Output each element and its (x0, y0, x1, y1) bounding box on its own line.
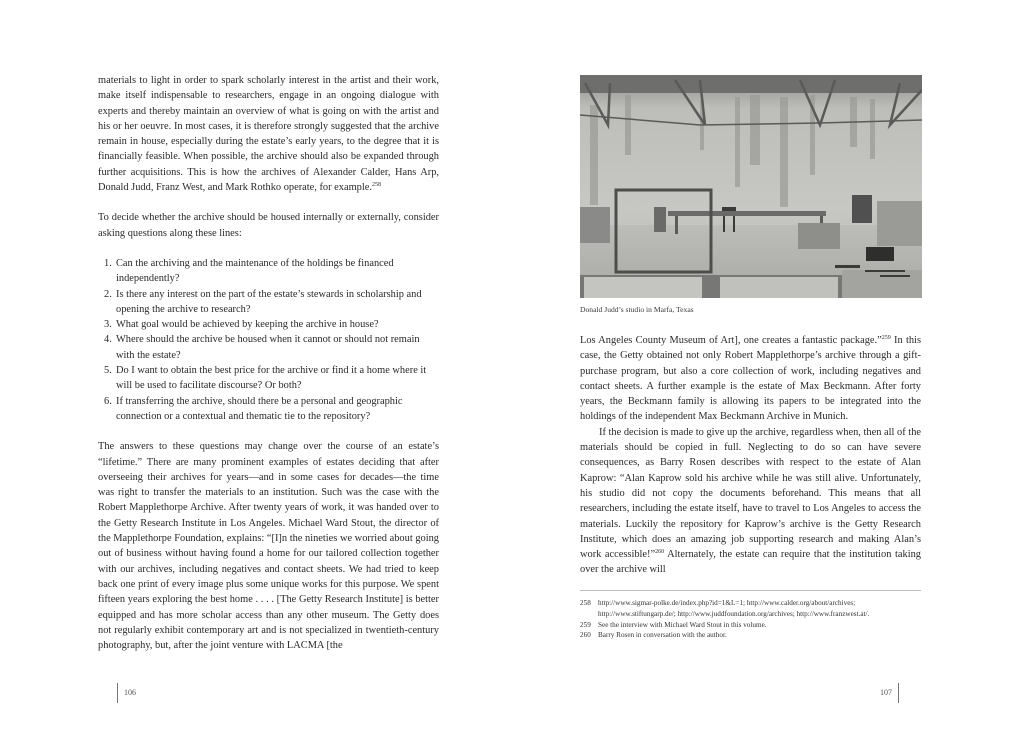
question-list (98, 256, 439, 424)
footnote-ref[interactable]: 258 (371, 182, 381, 189)
footnote (580, 630, 921, 641)
list-text: Can the archiving and the maintenance of the holdings be financed independently? (116, 257, 394, 285)
footnote (580, 598, 921, 620)
list-text: Where should the archive be housed when it cannot or should not remain with the estate? (116, 334, 420, 361)
footnote-ref[interactable]: 260 (655, 549, 665, 556)
footnotes (580, 598, 921, 641)
list-number: 2. (104, 288, 112, 300)
paragraph-text: If the decision is made to give up the archive, regardless when, then all of the materials should be copied in full. Neglecting to do so can have severe consequences, as Barry Rosen describes with respect to the estate of Alan Kaprow: “Alan Kaprow sold his archive while he was still alive. Unfortunately, his studio did not copy the documents beforehand. This means that all researchers, including the estate itself, have to travel to Los Angeles to access the materials. Luckily the repository for Kaprow’s archive is the Getty Research Institute, which does an amazing job supporting research and making Alan’s work accessible!” (580, 426, 921, 561)
body-paragraph: The answers to these questions may change over the course of an estate’s “lifetime.” There are many prominent examples of estates deciding that after overseeing their archives for years—and in some cases for decades—the time was right to transfer the materials to an institution. Such was the case with the Robert Mapplethorpe Archive. After twenty years of work, it was handed over to the Getty Research Institute in Los Angeles. Michael Ward Stout, the director of the Mapplethorpe Foundation, explains: “[I]n the nineties we worried about going out of business without having found a home for our tailored collection together with our archives, including negatives and contact sheets. We had tried to keep back one print of every image plus some unique works for this purpose. We spent fifteen years exploring the best home . . . . [The Getty Research Institute] is better equipped and has more scholar access than any other museum. The Getty does not regularly exhibit contemporary art and is not specialized in twentieth-century photography, but, after the joint venture with LACMA [the (98, 441, 439, 652)
list-number: 3. (104, 319, 112, 331)
list-item (98, 287, 439, 318)
footnote-ref[interactable]: 259 (881, 335, 891, 341)
left-text-column (98, 73, 439, 653)
studio-photo (580, 75, 922, 298)
body-paragraph: To decide whether the archive should be housed internally or externally, consider asking questions along these lines: (98, 212, 439, 239)
right-page (510, 0, 1020, 742)
footnote-text: Barry Rosen in conversation with the author. (598, 631, 727, 640)
list-item (98, 363, 439, 394)
paragraph-text: materials to light in order to spark scholarly interest in the artist and their work, make itself indispensable to researchers, engage in an ongoing dialogue with experts and thereby maintain an overview of what is going on with the artist and his or her oeuvre. In most cases, it is therefore strongly suggested that the archive remain in house, especially during the estate’s early years, to the degree that it is financially feasible. When possible, the archive should also be expanded through further acquisitions. This is how the archives of Alexander Calder, Hans Arp, Donald Judd, Franz West, and Mark Rothko operate, for example. (98, 75, 439, 194)
list-text: If transferring the archive, should there be a personal and geographic connection or a contextual and thematic tie to the repository? (116, 395, 403, 422)
list-number: 6. (104, 395, 112, 407)
footnote (580, 620, 921, 631)
body-paragraph (98, 73, 439, 195)
page-number-left: 106 (117, 683, 136, 703)
body-paragraph (580, 425, 921, 578)
list-number: 1. (104, 257, 112, 269)
paragraph-text: Los Angeles County Museum of Art], one creates a fantastic package.” (580, 335, 882, 346)
body-paragraph (580, 333, 921, 425)
paragraph-text: Alternately, the estate can require that the institution taking over the archive will (580, 549, 922, 576)
footnote-text: See the interview with Michael Ward Stout in this volume. (598, 620, 767, 629)
list-item (98, 317, 439, 332)
list-text: Is there any interest on the part of the estate’s stewards in scholarship and opening the archive to research? (116, 288, 422, 315)
footnote-number: 260 (580, 631, 591, 640)
paragraph-text: In this case, the Getty obtained not only Robert Mapplethorpe’s archive through a gift-purchase program, but also a core collection of work, including negatives and contact sheets. A further example is the estate of Max Beckmann. After forty years, the Beckmann family is allowing its papers to be integrated into the holdings of the independent Max Beckmann Archive in Munich. (580, 335, 921, 423)
list-item (98, 394, 439, 425)
footnote-number: 259 (580, 620, 591, 629)
footnote-divider (580, 590, 921, 591)
right-text-column (580, 333, 921, 578)
page-number-right: 107 (880, 683, 899, 703)
list-text: What goal would be achieved by keeping the archive in house? (116, 319, 379, 331)
photo-caption: Donald Judd’s studio in Marfa, Texas (580, 305, 694, 314)
list-number: 5. (104, 365, 112, 377)
list-item (98, 332, 439, 363)
footnote-text: http://www.sigmar-polke.de/index.php?id=1&L=1; http://www.calder.org/about/archives; http://www.stiftungarp.de/; http://www.juddfoundation.org/archives; http://www.franzwest.at/. (598, 599, 870, 618)
footnote-number: 258 (580, 599, 591, 607)
list-text: Do I want to obtain the best price for the archive or find it a home where it will be used to facilitate discourse? Or both? (116, 365, 427, 392)
list-number: 4. (104, 334, 112, 346)
list-item (98, 256, 439, 287)
